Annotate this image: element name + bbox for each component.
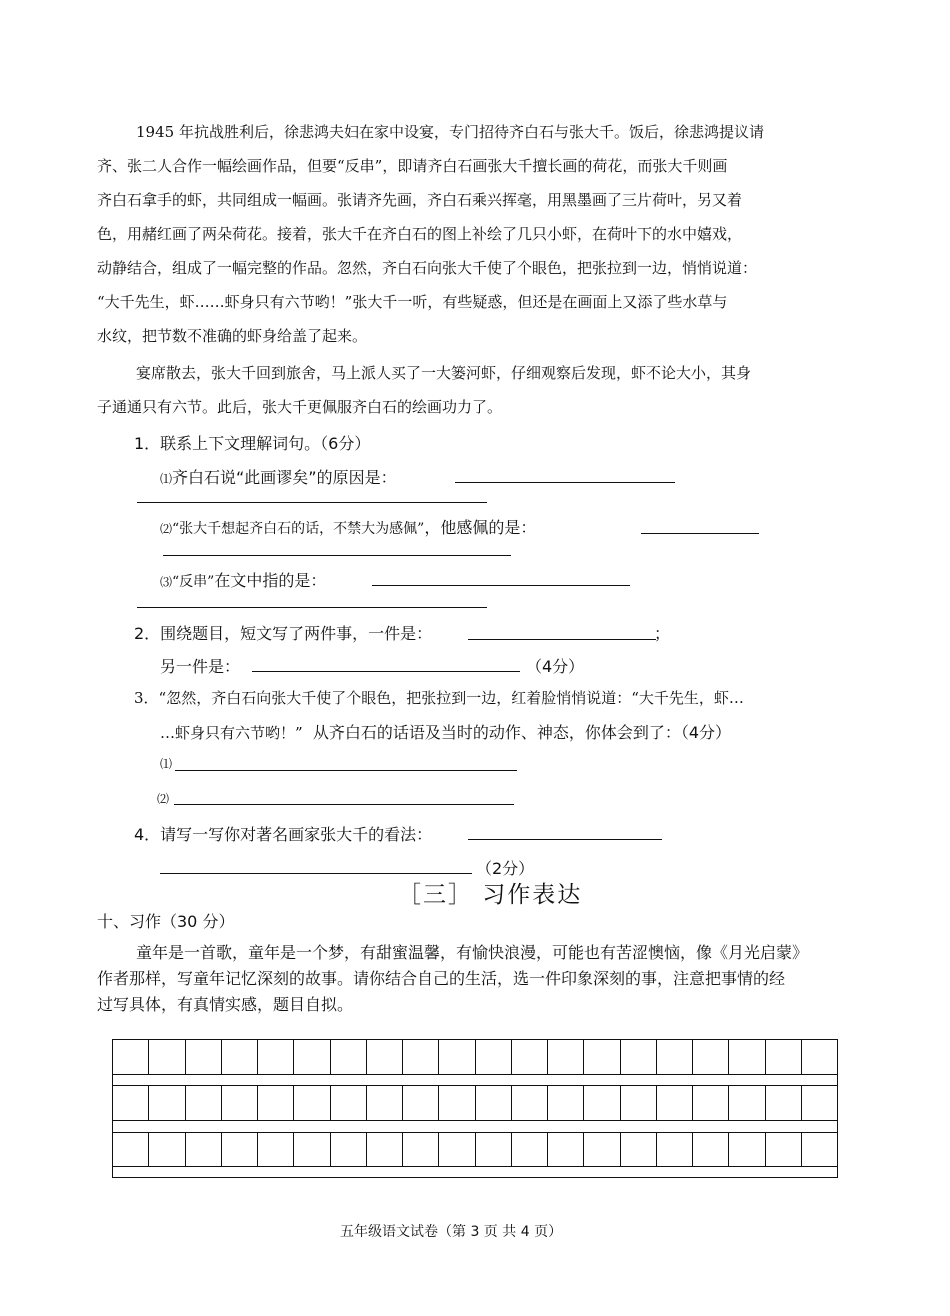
grid-cell[interactable] — [149, 1132, 185, 1166]
grid-cell[interactable] — [621, 1085, 657, 1120]
grid-cell[interactable] — [512, 1132, 548, 1166]
grid-cell[interactable] — [439, 1132, 475, 1166]
composition-prompt-line-2: 作者那样，写童年记忆深刻的故事。请你结合自己的生活，选一件印象深刻的事，注意把事情的经 — [97, 969, 786, 988]
q3-sub1-number: ⑴ — [160, 757, 173, 771]
section-title: ［三］ 习作表达 — [398, 882, 583, 908]
grid-cell[interactable] — [802, 1040, 837, 1074]
q3-stem-line2 — [160, 720, 731, 743]
grid-cell[interactable] — [439, 1085, 475, 1120]
passage-line-8: 宴席散去，张大千回到旅舍，马上派人买了一大篓河虾，仔细观察后发现，虾不论大小，其身 — [136, 364, 752, 382]
grid-cell[interactable] — [476, 1132, 512, 1166]
q1-sub3 — [160, 568, 326, 591]
q1-sub3-number: ⑶ — [160, 575, 173, 589]
grid-cell[interactable] — [113, 1132, 149, 1166]
grid-cell[interactable] — [367, 1132, 403, 1166]
grid-cell[interactable] — [512, 1040, 548, 1074]
grid-cell[interactable] — [584, 1040, 620, 1074]
q1-sub3-quote: “反串” — [172, 574, 215, 590]
q1-sub2-answer-line-a[interactable] — [641, 533, 759, 534]
grid-cell[interactable] — [294, 1040, 330, 1074]
grid-cell[interactable] — [222, 1040, 258, 1074]
q4-answer-line-a[interactable] — [468, 839, 662, 840]
grid-cell[interactable] — [657, 1085, 693, 1120]
grid-cell[interactable] — [258, 1132, 294, 1166]
q4-answer-line-b[interactable] — [160, 873, 472, 874]
grid-cell[interactable] — [766, 1085, 802, 1120]
grid-cell[interactable] — [403, 1132, 439, 1166]
grid-cell[interactable] — [693, 1040, 729, 1074]
q1-sub1-answer-line-a[interactable] — [455, 482, 675, 483]
q3-stem-line1 — [134, 687, 744, 708]
grid-cell[interactable] — [186, 1040, 222, 1074]
q4-score: （2分） — [476, 859, 535, 878]
composition-prompt-line-1: 童年是一首歌，童年是一个梦，有甜蜜温馨，有愉快浪漫，可能也有苦涩懊恼，像《月光启蒙》 — [136, 943, 809, 962]
grid-cell[interactable] — [621, 1040, 657, 1074]
grid-cell[interactable] — [729, 1132, 765, 1166]
q1-sub2-quote: “张大千想起齐白石的话，不禁大为感佩” — [172, 521, 425, 537]
grid-cell[interactable] — [584, 1085, 620, 1120]
grid-cell[interactable] — [331, 1085, 367, 1120]
q1-sub3-answer-line-a[interactable] — [372, 585, 630, 586]
grid-cell[interactable] — [331, 1132, 367, 1166]
writing-grid[interactable] — [112, 1039, 838, 1178]
grid-cell[interactable] — [186, 1085, 222, 1120]
passage-line-3: 齐白石拿手的虾，共同组成一幅画。张请齐先画，齐白石乘兴挥毫，用黑墨画了三片荷叶，另又着 — [97, 191, 743, 209]
grid-cell[interactable] — [693, 1085, 729, 1120]
grid-cell[interactable] — [584, 1132, 620, 1166]
grid-row-2[interactable] — [113, 1085, 837, 1120]
composition-heading: 十、习作（30 分） — [97, 912, 235, 931]
q2-line2-label: 另一件是： — [160, 657, 241, 676]
grid-cell[interactable] — [729, 1085, 765, 1120]
grid-cell[interactable] — [802, 1132, 837, 1166]
q2-answer-line-a[interactable] — [468, 639, 656, 640]
passage-line-2: 齐、张二人合作一幅绘画作品，但要“反串”，即请齐白石画张大千擅长画的荷花，而张大千则画 — [97, 157, 728, 175]
grid-cell[interactable] — [621, 1132, 657, 1166]
passage-line-7: 水纹，把节数不准确的虾身给盖了起来。 — [97, 327, 368, 345]
grid-cell[interactable] — [802, 1085, 837, 1120]
q3-stem-text: 从齐白石的话语及当时的动作、神态，你体会到了：（4分） — [312, 723, 732, 742]
q1-sub2-number: ⑵ — [160, 522, 173, 536]
q2-semicolon: ； — [654, 624, 671, 643]
grid-cell[interactable] — [657, 1040, 693, 1074]
grid-cell[interactable] — [548, 1040, 584, 1074]
q1-sub3-answer-line-b[interactable] — [137, 607, 487, 608]
grid-cell[interactable] — [439, 1040, 475, 1074]
q3-quote-2: …虾身只有六节哟！” — [160, 724, 303, 742]
grid-cell[interactable] — [766, 1040, 802, 1074]
q1-sub1 — [160, 465, 397, 488]
grid-cell[interactable] — [222, 1132, 258, 1166]
grid-cell[interactable] — [766, 1132, 802, 1166]
grid-cell[interactable] — [403, 1085, 439, 1120]
grid-cell[interactable] — [113, 1085, 149, 1120]
composition-prompt-line-3: 过写具体，有真情实感，题目自拟。 — [97, 995, 354, 1014]
passage-line-6: “大千先生，虾……虾身只有六节哟！”张大千一听，有些疑惑，但还是在画面上又添了些水草与 — [97, 293, 728, 311]
grid-row-divider — [113, 1166, 837, 1167]
passage-line-5: 动静结合，组成了一幅完整的作品。忽然，齐白石向张大千使了个眼色，把张拉到一边，悄悄说道： — [97, 259, 758, 277]
q1-sub1-number: ⑴ — [160, 472, 173, 486]
q4-stem: 4．请写一写你对著名画家张大千的看法： — [134, 825, 433, 844]
q1-sub1-text: 齐白石说“此画谬矣”的原因是： — [172, 468, 397, 487]
q2-score: （4分） — [526, 657, 585, 676]
q1-sub3-text: 在文中指的是： — [214, 571, 327, 590]
grid-row-1[interactable] — [113, 1040, 837, 1074]
grid-cell[interactable] — [113, 1040, 149, 1074]
q1-sub2-answer-line-b[interactable] — [163, 555, 511, 556]
q3-sub2-number: ⑵ — [157, 792, 170, 806]
grid-cell[interactable] — [729, 1040, 765, 1074]
grid-row-divider — [113, 1074, 837, 1075]
grid-cell[interactable] — [294, 1132, 330, 1166]
q1-sub2 — [160, 515, 536, 538]
grid-cell[interactable] — [331, 1040, 367, 1074]
passage-line-9: 子通通只有六节。此后，张大千更佩服齐白石的绘画功力了。 — [97, 398, 503, 416]
grid-cell[interactable] — [476, 1040, 512, 1074]
grid-cell[interactable] — [294, 1085, 330, 1120]
grid-cell[interactable] — [476, 1085, 512, 1120]
grid-row-3[interactable] — [113, 1132, 837, 1166]
grid-cell[interactable] — [258, 1040, 294, 1074]
grid-cell[interactable] — [548, 1085, 584, 1120]
q2-stem: 2．围绕题目，短文写了两件事，一件是： — [134, 624, 433, 643]
q1-sub1-answer-line-b[interactable] — [137, 502, 487, 503]
grid-cell[interactable] — [657, 1132, 693, 1166]
q1-sub2-text: ，他感佩的是： — [424, 518, 537, 537]
grid-row-divider — [113, 1120, 837, 1121]
grid-cell[interactable] — [186, 1132, 222, 1166]
passage-line-1: 1945 年抗战胜利后，徐悲鸿夫妇在家中设宴，专门招待齐白石与张大千。饭后，徐悲鸿提议请 — [136, 123, 764, 141]
q3-quote-1: 3．“忽然，齐白石向张大千使了个眼色，把张拉到一边，红着脸悄悄说道：“大千先生，虾… — [134, 689, 744, 707]
grid-cell[interactable] — [367, 1085, 403, 1120]
passage-line-4: 色，用赭红画了两朵荷花。接着，张大千在齐白石的图上补绘了几只小虾，在荷叶下的水中嬉戏， — [97, 225, 743, 243]
grid-cell[interactable] — [403, 1040, 439, 1074]
page-footer: 五年级语文试卷（第 3 页 共 4 页） — [340, 1224, 563, 1240]
q3-sub2-answer-line[interactable] — [174, 804, 514, 805]
q1-stem: 1．联系上下文理解词句。（6分） — [134, 434, 371, 453]
grid-cell[interactable] — [367, 1040, 403, 1074]
grid-cell[interactable] — [693, 1132, 729, 1166]
grid-cell[interactable] — [149, 1085, 185, 1120]
grid-cell[interactable] — [258, 1085, 294, 1120]
q2-answer-line-b[interactable] — [252, 671, 520, 672]
grid-cell[interactable] — [222, 1085, 258, 1120]
grid-cell[interactable] — [512, 1085, 548, 1120]
q3-sub1-answer-line[interactable] — [175, 770, 517, 771]
grid-cell[interactable] — [149, 1040, 185, 1074]
grid-cell[interactable] — [548, 1132, 584, 1166]
